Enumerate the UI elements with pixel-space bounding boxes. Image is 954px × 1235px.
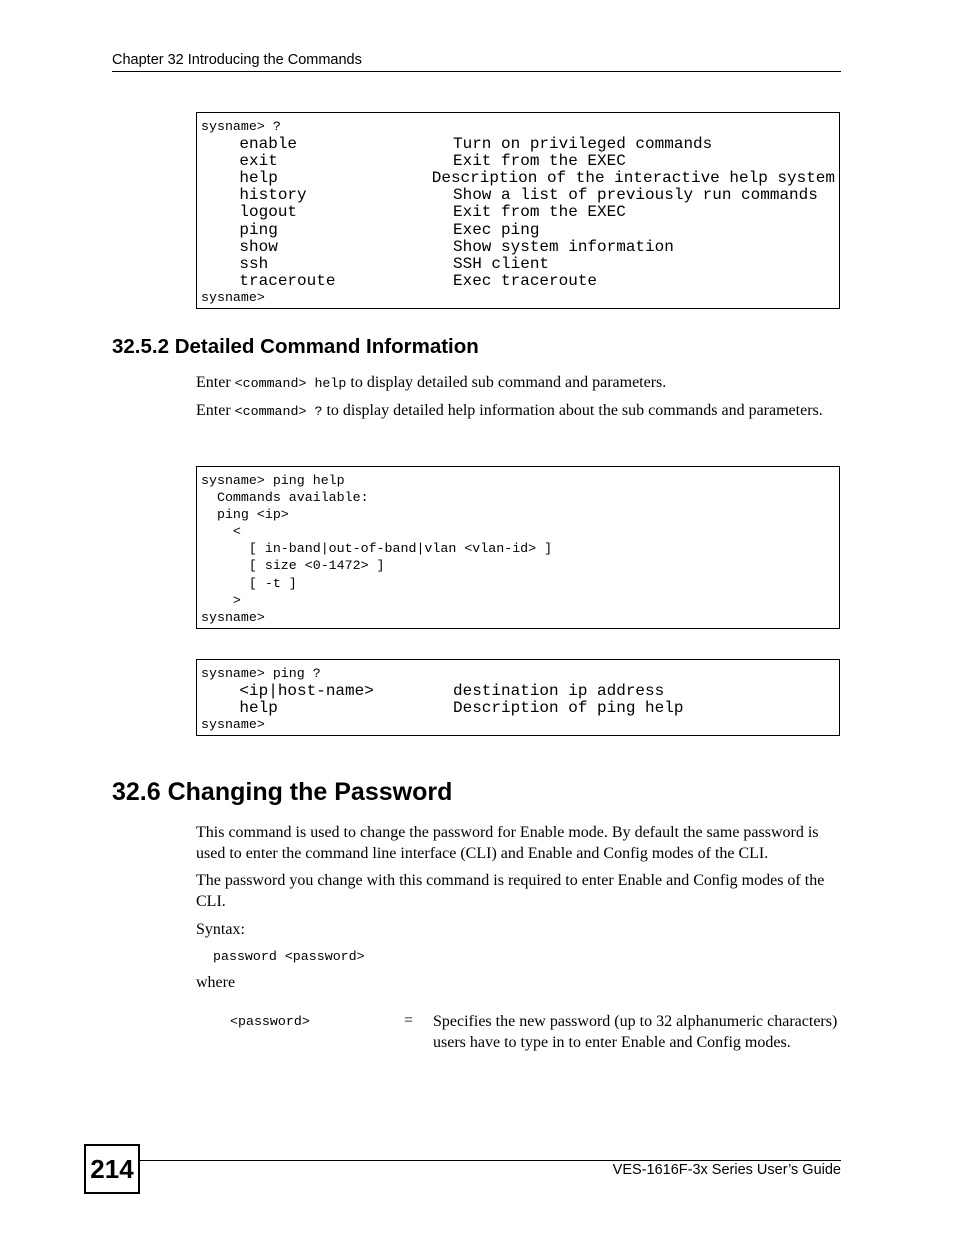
code-command: exit [201,152,278,171]
code-row [201,203,835,220]
code-command: help [201,169,278,188]
code-row [201,152,835,169]
code-command: traceroute [201,271,336,290]
code-description: destination ip address [453,682,665,701]
code-first-line: sysname> ? [201,119,281,134]
code-text: sysname> ping help Commands available: ping <ip> < [ in-band|out-of-band|vlan <vlan-id> ] [ size <0-1472> ] [ -t ] > sysname> [201,473,553,625]
code-command: enable [201,135,298,154]
code-command: <ip|host-name> [201,682,374,701]
code-row [201,186,835,203]
footer-divider [140,1160,841,1161]
code-row [201,135,835,152]
code-description: Description of the interactive help system [431,169,835,188]
paragraph-command-help [196,373,842,395]
code-command: logout [201,203,298,222]
code-block-help-list [196,112,840,309]
code-last-line: sysname> [201,289,265,305]
text-segment: Enter [196,374,235,391]
code-command: help [201,699,278,718]
parameter-name: <password> [230,1014,310,1029]
code-last-line: sysname> [201,717,265,733]
paragraph-password-intro: This command is used to change the password for Enable mode. By default the same password is used to enter the command line interface (CLI) and Enable and Config modes of the CLI. [196,824,819,862]
code-row [201,682,835,699]
code-description: SSH client [453,254,550,273]
code-row [201,221,835,238]
syntax-label: Syntax: [196,921,245,938]
code-rows [201,135,835,289]
paragraph-password-required: The password you change with this command is required to enter Enable and Config modes of the CLI. [196,872,825,910]
code-description: Exec traceroute [453,271,598,290]
inline-code: <command> help [234,376,347,391]
page-number: 214 [84,1144,140,1194]
paragraph-command-question [196,401,842,423]
inline-code: <command> ? [234,404,323,419]
text-segment: Enter [196,402,235,419]
text-segment: to display detailed sub command and parameters. [346,374,667,391]
code-command: history [201,186,307,205]
section-heading-32-5-2: 32.5.2 Detailed Command Information [112,335,479,358]
code-description: Exit from the EXEC [453,203,626,222]
header-divider [112,71,841,72]
code-description: Show a list of previously run commands [453,186,818,205]
guide-title: VES-1616F-3x Series User’s Guide [612,1162,841,1178]
code-row [201,255,835,272]
where-label: where [196,974,236,991]
code-row [201,699,835,716]
section-heading-32-6: 32.6 Changing the Password [112,778,453,806]
code-row [201,169,835,186]
code-first-line: sysname> ping ? [201,666,321,681]
code-row [201,238,835,255]
code-command: show [201,237,278,256]
code-command: ssh [201,254,269,273]
code-block-ping-question [196,659,840,736]
code-block-ping-help [196,466,840,629]
code-row [201,272,835,289]
text-segment: to display detailed help information about the sub commands and parameters. [322,402,823,419]
syntax-code: password <password> [213,949,365,964]
code-description: Exit from the EXEC [453,152,626,171]
parameter-description: Specifies the new password (up to 32 alphanumeric characters) users have to type in to enter Enable and Config modes. [433,1013,838,1051]
parameter-equals: = [404,1012,414,1029]
code-description: Show system information [453,237,674,256]
code-description: Description of ping help [453,699,684,718]
running-header: Chapter 32 Introducing the Commands [112,52,362,68]
code-description: Turn on privileged commands [453,135,713,154]
code-command: ping [201,220,278,239]
code-description: Exec ping [453,220,540,239]
